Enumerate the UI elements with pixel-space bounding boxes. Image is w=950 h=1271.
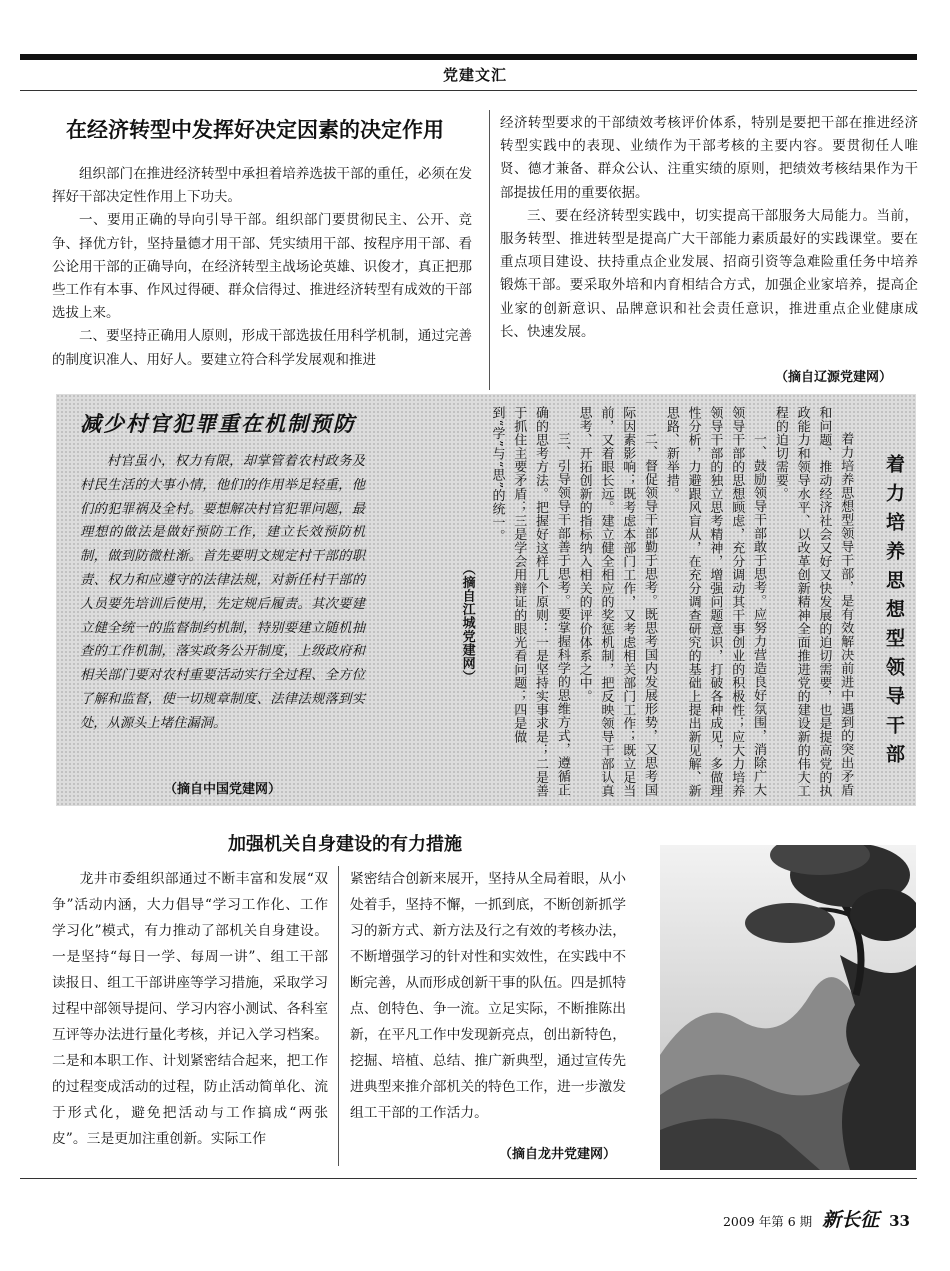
article1-paragraph: 二、要坚持正确用人原则，形成干部选拔任用科学机制，通过完善的制度识准人、用好人。要建立符合科学发展观和推进 (52, 328, 472, 368)
article3-paragraph: 着力培养思想型领导干部，是有效解决前进中遇到的突出矛盾和问题、推动经济社会又好又快发展的迫切需要，也是提高党的执政能力和领导水平、以改革创新精神全面推进党的建设新的伟大工程的迫切需要。 (772, 406, 854, 798)
article4-paragraph: 紧密结合创新来展开，坚持从全局着眼，从小处着手，坚持不懈，一抓到底，不断创新抓学习的新方式、新方法及行之有效的考核办法，不断增强学习的针对性和实效性，在实践中不断完善，从而形成创新干事的队伍。四是抓特点、创特色、争一流。立足实际，不断推陈出新，在平凡工作中发现新亮点，创出新特色，挖掘、培植、总结、推广新典型，通过宣传先进典型来推介部机关的特色工作，进一步激发组工干部的工作活力。 (350, 871, 626, 1121)
article3-source: （摘自江城党建网） (459, 562, 475, 684)
article2-source: （摘自中国党建网） (163, 782, 281, 797)
article1-paragraph: 一、要用正确的导向引导干部。组织部门要贯彻民主、公开、竞争、择优方针，坚持量德才用干部、凭实绩用干部、按程序用干部、看公论用干部的正确导向，在经济转型主战场论英雄、识俊才，真正把那些工作有本事、作风过得硬、群众信得过、推进经济转型有成效的干部选拔上来。 (52, 212, 472, 322)
column-divider (489, 110, 490, 390)
article1-column2 (500, 112, 918, 344)
article4-source: （摘自龙井党建网） (498, 1147, 616, 1162)
article1-column1 (52, 163, 472, 372)
magazine-name: 新长征 (822, 1209, 880, 1231)
article4-title: 加强机关自身建设的有力措施 (228, 834, 462, 855)
article3-paragraph: 二、督促领导干部勤于思考。既思考国内发展形势，又思考国际因素影响；既考虑本部门工作，又考虑相关部门工作；既立足当前，又着眼长远。建立健全相应的奖惩机制，把反映领导干部认真思考、开拓创新的指标纳入相关的评价体系之中。 (576, 406, 658, 798)
tree-cliff-illustration (660, 845, 916, 1170)
article1-paragraph: 经济转型要求的干部绩效考核评价体系，特别是要把干部在推进经济转型实践中的表现、业绩作为干部考核的主要内容。要贯彻任人唯贤、德才兼备、群众公认、注重实绩的原则，把绩效考核结果作为干部提拔任用的重要依据。 (500, 115, 918, 201)
footer-rule (20, 1178, 917, 1179)
article2-paragraph: 村官虽小，权力有限，却掌管着农村政务及村民生活的大事小情，他们的作用举足轻重，他们的犯罪祸及全村。要想解决村官犯罪问题，最理想的做法是做好预防工作，建立长效预防机制，做到防微杜渐。首先要明文规定村干部的职责、权力和应遵守的法律法规，对新任村干部的人员要先培训后使用，先定规后履责。其次要建立健全统一的监督制约机制，特别要建立随机抽查的工作机制，落实政务公开制度，上级政府和相关部门要对农村重要活动实行全过程、全方位了解和监督，使一切规章制度、法律法规落到实处，从源头上堵住漏洞。 (80, 454, 365, 731)
article2-body (80, 450, 365, 736)
section-name: 党建文汇 (442, 66, 507, 84)
header-divider (20, 90, 917, 91)
column-divider (338, 866, 339, 1166)
article1-paragraph: 组织部门在推进经济转型中承担着培养选拔干部的重任，必须在发挥好干部决定性作用上下功夫。 (52, 166, 472, 206)
article4-paragraph: 龙井市委组织部通过不断丰富和发展“双争”活动内涵，大力倡导“学习工作化、工作学习化”模式，有力推动了部机关自身建设。一是坚持“每日一学、每周一讲”、组工干部读报日、组工干部讲座等学习措施，采取学习过程中部领导提问、学习内容小测试、各科室互评等办法进行量化考核，并记入学习档案。二是和本职工作、计划紧密结合起来，把工作的过程变成活动的过程，防止活动简单化、流于形式化，避免把活动与工作搞成“两张皮”。三是更加注重创新。实际工作 (52, 871, 328, 1147)
article3-title: 着力培养思想型领导干部 (883, 453, 905, 773)
article1-title: 在经济转型中发挥好决定因素的决定作用 (66, 118, 444, 142)
article2-title: 减少村官犯罪重在机制预防 (80, 412, 356, 436)
article1-source: （摘自辽源党建网） (774, 370, 892, 385)
header-rule (20, 54, 917, 60)
issue-label: 2009 年第 6 期 (722, 1214, 813, 1229)
article3-vertical-block (382, 406, 904, 798)
page-footer (700, 1205, 910, 1232)
article1-paragraph: 三、要在经济转型实践中，切实提高干部服务大局能力。当前，服务转型、推进转型是提高广大干部能力素质最好的实践课堂。要在重点项目建设、扶持重点企业发展、招商引资等急难险重任务中培养锻炼干部。要采取外培和内育相结合方式，加强企业家培养，提高企业家的创新意识、品牌意识和社会责任意识，推进重点企业健康成长、快速发展。 (500, 207, 918, 340)
article4-column1 (52, 866, 328, 1152)
article3-paragraph: 三、引导领导干部善于思考。要掌握科学的思维方式，遵循正确的思考方法。把握好这样几个原则：一是坚持实事求是；二是善于抓住主要矛盾；三是学会用辩证的眼光看问题；四是做到“学”与“思”的统一。 (489, 406, 570, 798)
page-number: 33 (889, 1212, 910, 1230)
landscape-photo (660, 845, 916, 1170)
article4-column2 (350, 866, 626, 1126)
article3-paragraph: 一、鼓励领导干部敢于思考。应努力营造良好氛围，消除广大领导干部的思想顾虑，充分调动其干事创业的积极性；应大力培养领导干部的独立思考精神，增强问题意识，打破各种成见，多做理性分析，力避跟风盲从，在充分调查研究的基础上提出新见解、新思路、新举措。 (663, 406, 767, 798)
